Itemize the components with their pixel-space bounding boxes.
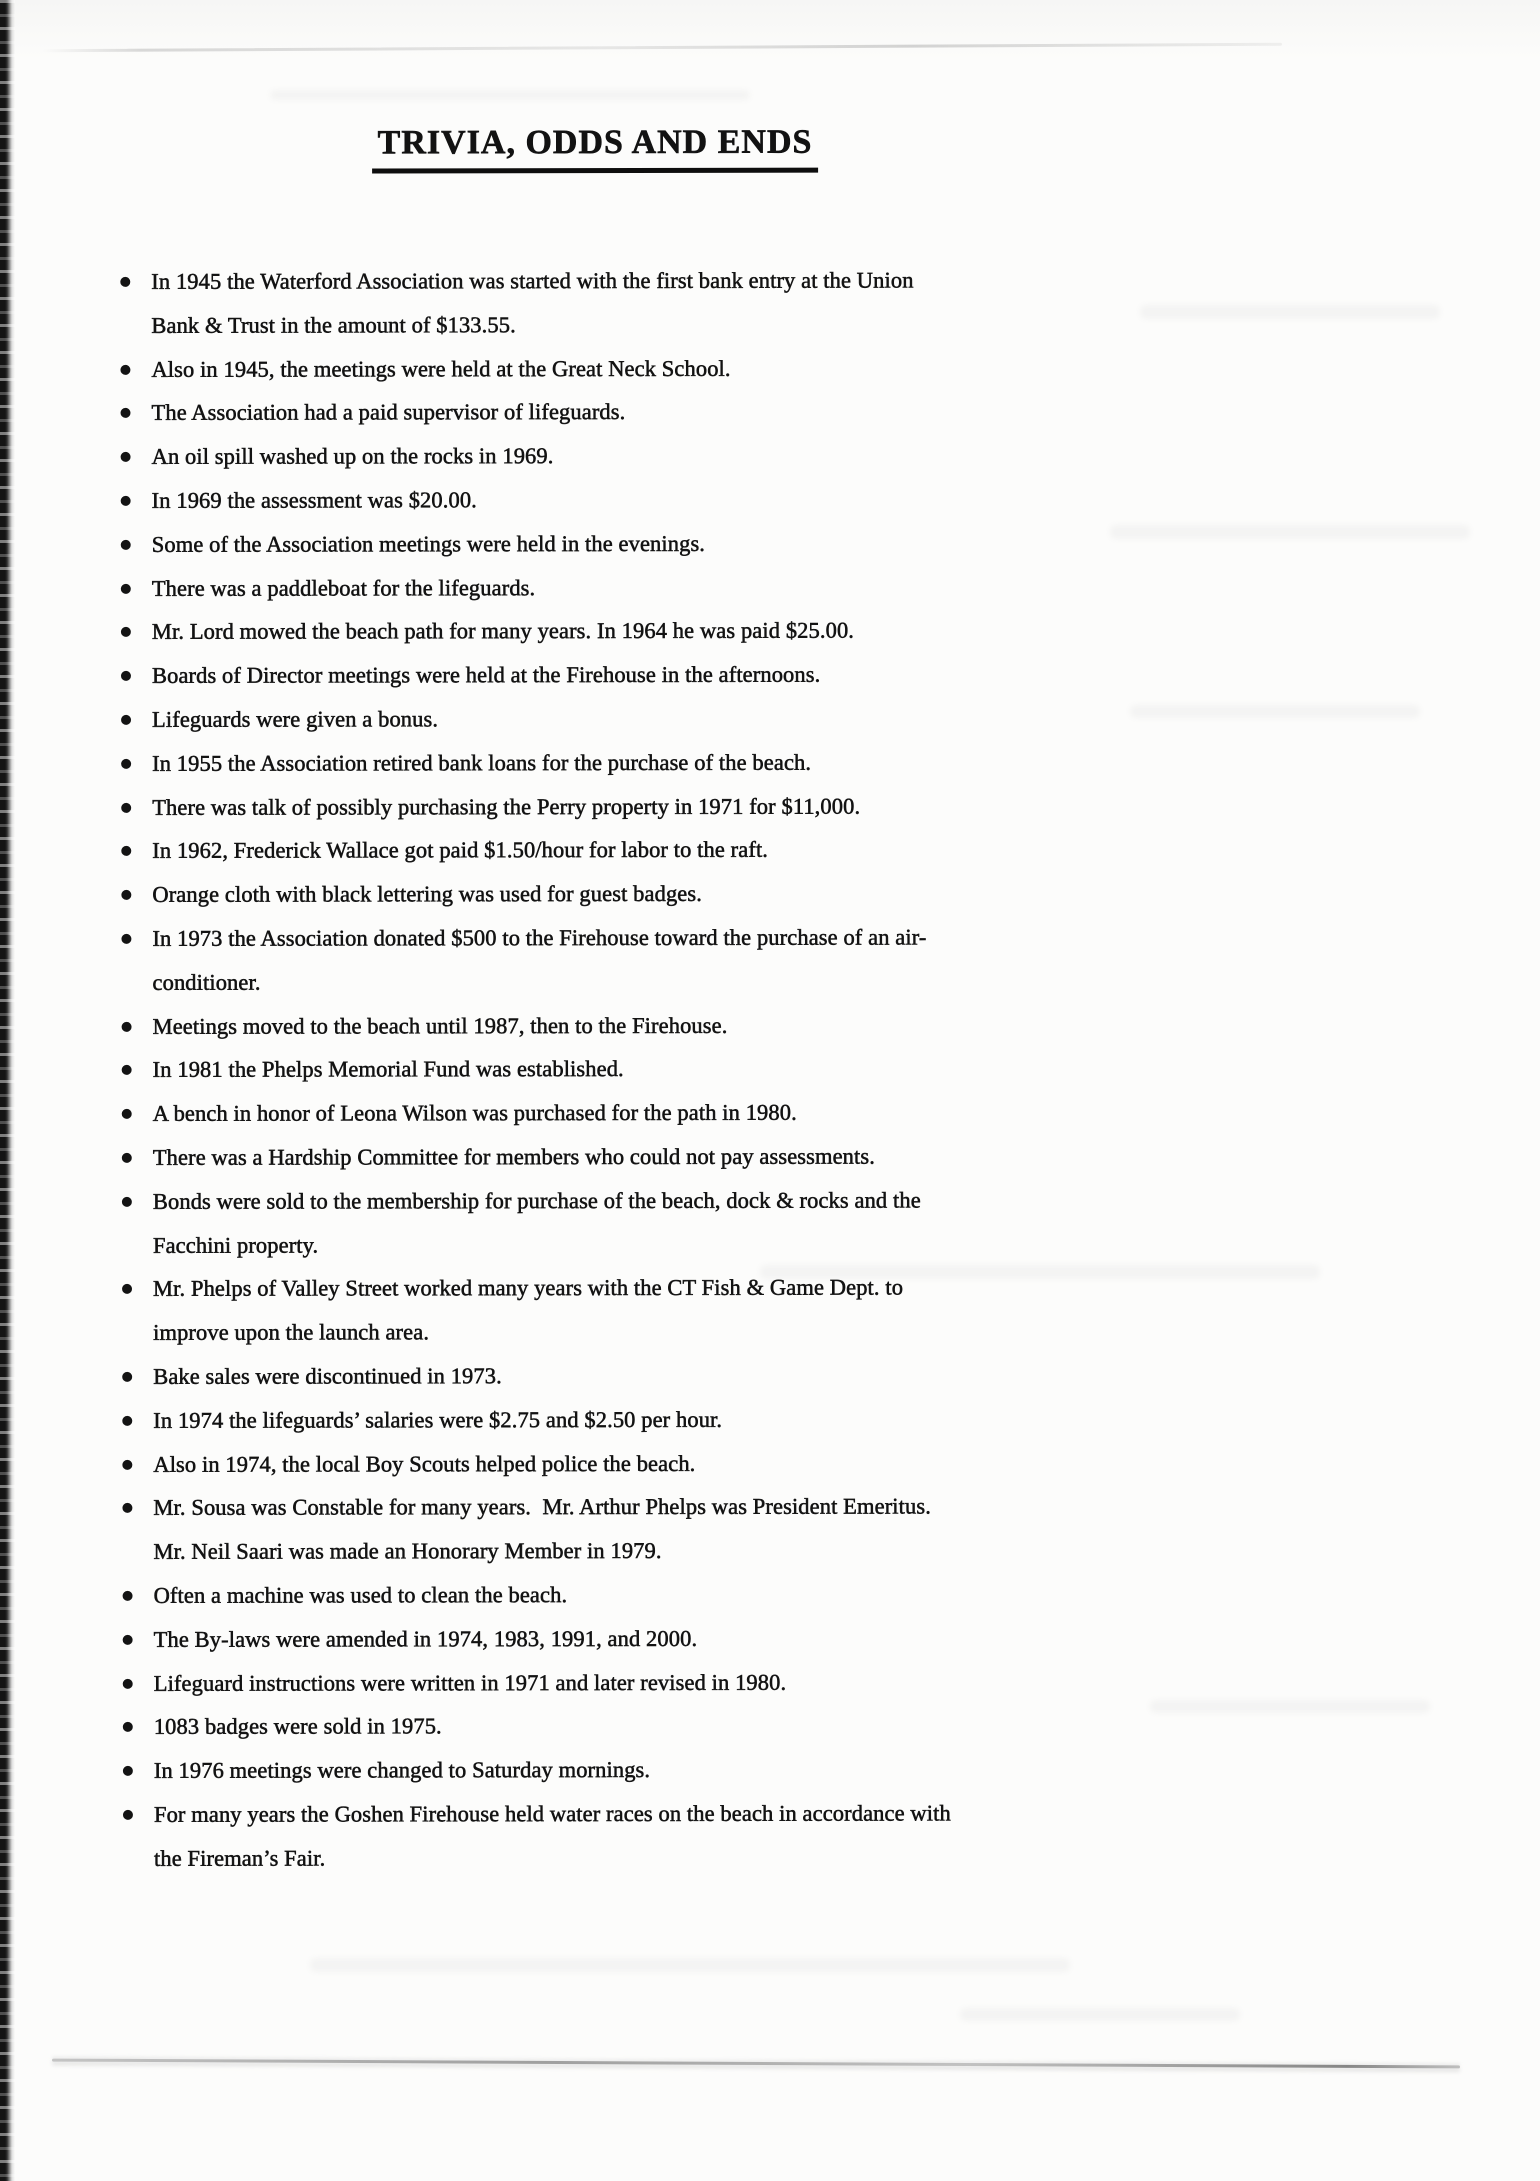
bullet-icon xyxy=(122,1372,132,1382)
bullet-icon xyxy=(121,671,131,681)
list-item-text: Meetings moved to the beach until 1987, then to the Firehouse. xyxy=(152,1012,728,1039)
bullet-icon xyxy=(122,1065,132,1075)
list-item-text: A bench in honor of Leona Wilson was purchased for the path in 1980. xyxy=(152,1099,797,1126)
bullet-icon xyxy=(121,715,131,725)
scan-artifact xyxy=(960,2008,1240,2021)
list-item-text: In 1981 the Phelps Memorial Fund was established. xyxy=(152,1056,624,1083)
scan-edge xyxy=(0,0,15,2181)
list-item xyxy=(122,1352,1540,1398)
bullet-icon xyxy=(121,890,131,900)
list-item-text: Also in 1945, the meetings were held at the Great Neck School. xyxy=(151,355,731,382)
scan-artifact-bottom-line xyxy=(52,2059,1460,2069)
bullet-icon xyxy=(121,496,131,506)
bullet-icon xyxy=(122,1459,132,1469)
list-item-text: For many years the Goshen Firehouse held water races on the beach in accordance with the Fireman’s Fair. xyxy=(153,1800,951,1871)
list-item xyxy=(122,1440,1540,1486)
list-item-text: There was talk of possibly purchasing the Perry property in 1971 for $11,000. xyxy=(152,793,861,820)
list-item-text: Mr. Sousa was Constable for many years. Mr. Arthur Phelps was President Emeritus. Mr. Neil Saari was made an Honorary Member in 1979. xyxy=(153,1493,931,1564)
list-item-text: Bake sales were discontinued in 1973. xyxy=(153,1363,502,1389)
list-item-text: Boards of Director meetings were held at the Firehouse in the afternoons. xyxy=(151,661,821,689)
list-item xyxy=(121,739,1540,785)
list-item xyxy=(120,389,1540,435)
bullet-icon xyxy=(123,1678,133,1688)
bullet-icon xyxy=(121,802,131,812)
list-item xyxy=(121,476,1540,522)
list-item xyxy=(122,1002,1540,1048)
list-item-text: There was a Hardship Committee for members who could not pay assessments. xyxy=(152,1143,875,1170)
list-item-text: In 1962, Frederick Wallace got paid $1.50/hour for labor to the raft. xyxy=(152,837,769,864)
list-item-text: Some of the Association meetings were held in the evenings. xyxy=(151,530,706,557)
bullet-icon xyxy=(122,1109,132,1119)
list-item-text: In 1974 the lifeguards’ salaries were $2.75 and $2.50 per hour. xyxy=(153,1406,723,1433)
list-item xyxy=(121,564,1540,610)
bullet-icon xyxy=(123,1591,133,1601)
bullet-icon xyxy=(121,583,131,593)
bullet-icon xyxy=(121,540,131,550)
bullet-icon xyxy=(121,408,131,418)
list-item-text: Lifeguards were given a bonus. xyxy=(152,706,439,732)
list-item-text: In 1973 the Association donated $500 to the Firehouse toward the purchase of an air- conditioner. xyxy=(152,924,927,995)
bullet-icon xyxy=(121,759,131,769)
list-item xyxy=(121,652,1540,698)
list-item xyxy=(121,783,1540,829)
trivia-bullet-list xyxy=(0,257,1540,1880)
list-item xyxy=(120,345,1540,391)
list-item-text: In 1976 meetings were changed to Saturday mornings. xyxy=(153,1757,651,1783)
bullet-icon xyxy=(122,1416,132,1426)
title-row xyxy=(0,0,1190,174)
bullet-icon xyxy=(121,627,131,637)
list-item-text: Mr. Lord mowed the beach path for many years. In 1964 he was paid $25.00. xyxy=(151,617,855,645)
list-item-text: 1083 badges were sold in 1975. xyxy=(153,1713,442,1740)
bullet-icon xyxy=(120,364,130,374)
page-title: TRIVIA, ODDS AND ENDS xyxy=(372,123,819,174)
list-item xyxy=(123,1790,1540,1880)
list-item xyxy=(122,1046,1540,1092)
list-item xyxy=(123,1703,1540,1749)
list-item-text: In 1969 the assessment was $20.00. xyxy=(151,487,477,513)
list-item xyxy=(123,1659,1540,1705)
list-item-text: In 1945 the Waterford Association was started with the first bank entry at the Union Bank & Trust in the amount of $133.55. xyxy=(151,267,914,338)
list-item xyxy=(122,1090,1540,1136)
list-item xyxy=(121,695,1540,741)
list-item xyxy=(122,1265,1540,1355)
list-item xyxy=(121,608,1540,654)
bullet-icon xyxy=(122,1503,132,1513)
list-item-text: In 1955 the Association retired bank loans for the purchase of the beach. xyxy=(152,749,812,776)
bullet-icon xyxy=(122,1021,132,1031)
list-item xyxy=(121,433,1540,479)
bullet-icon xyxy=(122,1197,132,1207)
bullet-icon xyxy=(121,452,131,462)
bullet-icon xyxy=(120,277,130,287)
list-item-text: An oil spill washed up on the rocks in 1969. xyxy=(151,443,554,470)
bullet-icon xyxy=(123,1810,133,1820)
list-item xyxy=(123,1571,1540,1617)
list-item xyxy=(123,1615,1540,1661)
list-item-text: The Association had a paid supervisor of lifeguards. xyxy=(151,399,626,426)
scan-artifact xyxy=(310,1958,1070,1972)
list-item xyxy=(122,1484,1540,1574)
list-item-text: Lifeguard instructions were written in 1971 and later revised in 1980. xyxy=(153,1669,787,1696)
list-item xyxy=(121,827,1540,873)
list-item-text: Also in 1974, the local Boy Scouts helped police the beach. xyxy=(153,1450,696,1477)
bullet-icon xyxy=(121,934,131,944)
list-item xyxy=(122,1133,1540,1179)
list-item-text: There was a paddleboat for the lifeguards. xyxy=(151,574,536,601)
list-item-text: Mr. Phelps of Valley Street worked many years with the CT Fish & Game Dept. to improve upon the launch area. xyxy=(153,1274,904,1345)
list-item xyxy=(122,1396,1540,1442)
bullet-icon xyxy=(122,1284,132,1294)
list-item-text: Bonds were sold to the membership for purchase of the beach, dock & rocks and the Facchini property. xyxy=(152,1187,921,1258)
list-item xyxy=(121,520,1540,566)
bullet-icon xyxy=(123,1766,133,1776)
list-item xyxy=(121,871,1540,917)
bullet-icon xyxy=(123,1635,133,1645)
list-item-text: The By-laws were amended in 1974, 1983, 1991, and 2000. xyxy=(153,1625,698,1652)
list-item xyxy=(122,1177,1540,1267)
list-item-text: Often a machine was used to clean the beach. xyxy=(153,1582,568,1608)
list-item xyxy=(123,1747,1540,1793)
list-item xyxy=(121,914,1540,1004)
bullet-icon xyxy=(121,846,131,856)
list-item xyxy=(120,257,1540,347)
bullet-icon xyxy=(123,1722,133,1732)
bullet-icon xyxy=(122,1153,132,1163)
list-item-text: Orange cloth with black lettering was used for guest badges. xyxy=(152,881,702,907)
